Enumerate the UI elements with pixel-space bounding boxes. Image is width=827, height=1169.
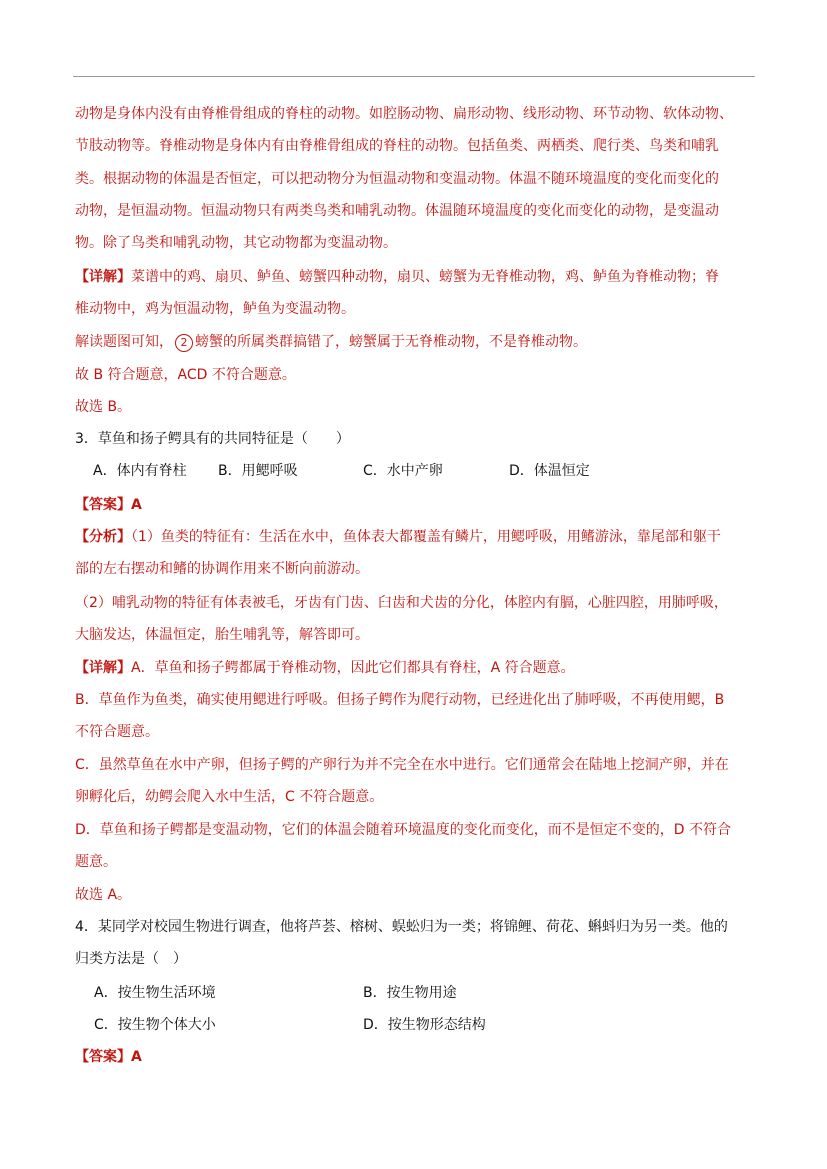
q3-stem: 3．草鱼和扬子鳄具有的共同特征是（ ）: [75, 431, 350, 447]
q3-detail-c: C．虽然草鱼在水中产卵，但扬子鳄的产卵行为并不完全在水中进行。它们通常会在陆地上挖洞产卵，并在: [75, 757, 729, 773]
header-rule: [73, 76, 755, 77]
q2-reading-line: [75, 333, 587, 352]
q2-detail-text: 菜谱中的鸡、扇贝、鲈鱼、螃蟹四种动物，扇贝、螃蟹为无脊椎动物，鸡、鲈鱼为脊椎动物；脊: [131, 269, 719, 285]
q3-analysis-line: [75, 528, 721, 546]
analysis-tag: 【分析】: [75, 529, 131, 545]
q4-answer: [75, 1048, 142, 1066]
detail-tag: 【详解】: [75, 269, 131, 285]
answer-value: A: [131, 497, 142, 513]
q2-choice: 故选 B。: [75, 399, 132, 415]
q3-analysis-line: （2）哺乳动物的特征有体表被毛，牙齿有门齿、臼齿和犬齿的分化，体腔内有膈，心脏四腔，用肺呼吸，: [75, 595, 728, 611]
answer-value: A: [131, 1049, 142, 1065]
intro-line: 物。除了鸟类和哺乳动物，其它动物都为变温动物。: [75, 235, 397, 251]
q2-detail-line: [75, 268, 719, 286]
q3-option-a: A．体内有脊柱: [93, 463, 187, 479]
q3-answer: [75, 496, 142, 514]
q3-detail-line: [75, 659, 575, 677]
intro-line: 动物是身体内没有由脊椎骨组成的脊柱的动物。如腔肠动物、扁形动物、线形动物、环节动物、软体动物、: [75, 106, 733, 122]
q4-stem: 归类方法是（ ）: [75, 951, 187, 967]
q4-option-c: C．按生物个体大小: [94, 1017, 216, 1033]
q4-option-a: A．按生物生活环境: [94, 985, 216, 1001]
q3-detail-b: B．草鱼作为鱼类，确实使用鳃进行呼吸。但扬子鳄作为爬行动物，已经进化出了肺呼吸，不再使用鳃，B: [75, 692, 725, 708]
answer-tag: 【答案】: [75, 497, 131, 513]
q2-detail-line: 椎动物中，鸡为恒温动物，鲈鱼为变温动物。: [75, 301, 355, 317]
q3-analysis-line: 大脑发达，体温恒定，胎生哺乳等，解答即可。: [75, 627, 369, 643]
q2-conclusion: 故 B 符合题意，ACD 不符合题意。: [75, 367, 296, 383]
q3-analysis-line: 部的左右摆动和鳍的协调作用来不断向前游动。: [75, 561, 369, 577]
q3-detail-d: 题意。: [75, 854, 117, 870]
q2-reading-text: 螃蟹的所属类群搞错了，螃蟹属于无脊椎动物，不是脊椎动物。: [195, 334, 587, 350]
q3-analysis-text: （1）鱼类的特征有：生活在水中，鱼体表大都覆盖有鳞片，用鳃呼吸，用鳍游泳，靠尾部和躯干: [131, 529, 721, 545]
intro-line: 节肢动物等。脊椎动物是身体内有由脊椎骨组成的脊柱的动物。包括鱼类、两栖类、爬行类、鸟类和哺乳: [75, 138, 719, 154]
q3-detail-c: 卵孵化后，幼鳄会爬入水中生活，C 不符合题意。: [75, 789, 384, 805]
q3-detail-d: D．草鱼和扬子鳄都是变温动物，它们的体温会随着环境温度的变化而变化，而不是恒定不变的，D 不符合: [75, 822, 732, 838]
q2-reading-prefix: 解读题图可知，: [75, 334, 173, 350]
q3-detail-a: A．草鱼和扬子鳄都属于脊椎动物，因此它们都具有脊柱，A 符合题意。: [131, 660, 575, 676]
q3-option-d: D．体温恒定: [509, 463, 590, 479]
q4-stem: 4．某同学对校园生物进行调查，他将芦荟、榕树、蜈蚣归为一类；将锦鲤、荷花、蝌蚪归为另一类。他的: [75, 919, 728, 935]
q3-detail-b: 不符合题意。: [75, 724, 159, 740]
circled-number: 2: [175, 334, 193, 352]
q4-option-d: D．按生物形态结构: [363, 1017, 486, 1033]
q3-choice: 故选 A。: [75, 887, 132, 903]
q3-option-c: C．水中产卵: [363, 463, 443, 479]
q3-option-b: B．用鳃呼吸: [218, 463, 298, 479]
intro-line: 动物，是恒温动物。恒温动物只有两类鸟类和哺乳动物。体温随环境温度的变化而变化的动物，是变温动: [75, 203, 719, 219]
answer-tag: 【答案】: [75, 1049, 131, 1065]
intro-line: 类。根据动物的体温是否恒定，可以把动物分为恒温动物和变温动物。体温不随环境温度的变化而变化的: [75, 171, 719, 187]
q4-option-b: B．按生物用途: [363, 985, 457, 1001]
detail-tag: 【详解】: [75, 660, 131, 676]
